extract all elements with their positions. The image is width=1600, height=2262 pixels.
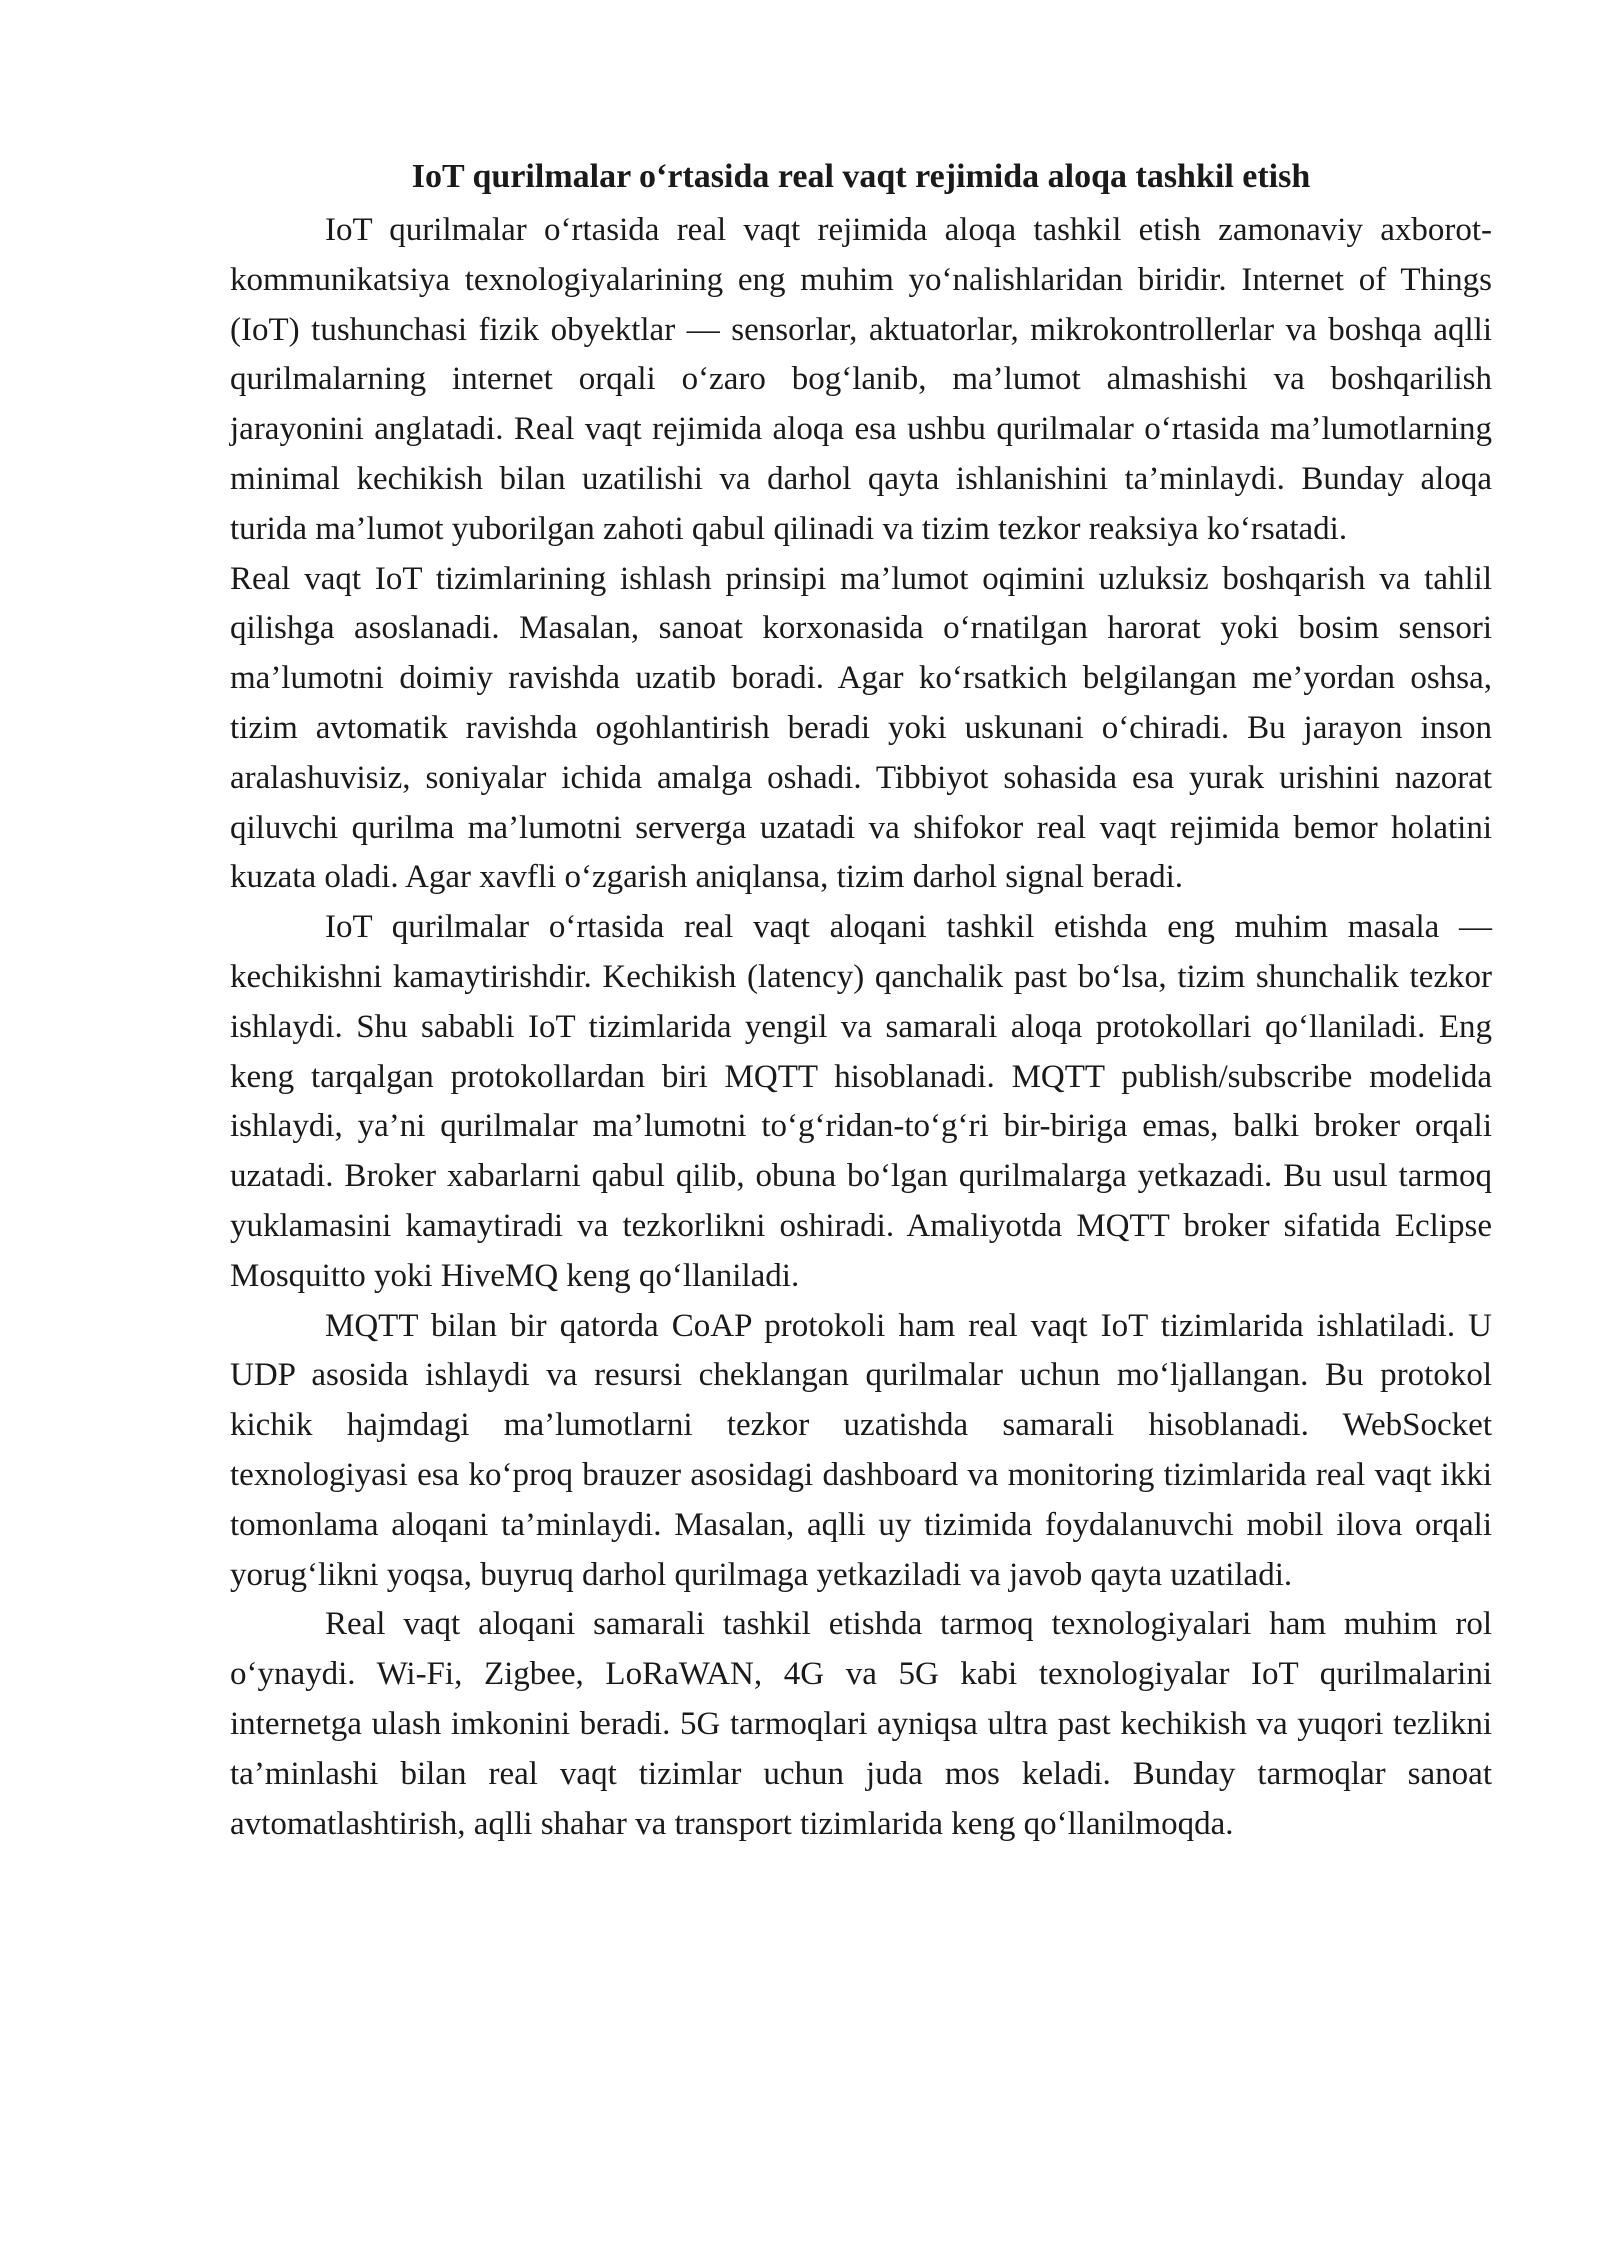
paragraph-latency-mqtt: IoT qurilmalar o‘rtasida real vaqt aloqani tashkil etishda eng muhim masala — kechikishni kamaytirishdir. Kechikish (latency) qanchalik past bo‘lsa, tizim shunchalik tezkor ishlaydi. Shu sababli IoT tizimlarida yengil va samarali aloqa protokollari qo‘llaniladi. Eng keng tarqalgan protokollardan biri MQTT hisoblanadi. MQTT publish/subscribe modelida ishlaydi, ya’ni qurilmalar ma’lumotni to‘g‘ridan-to‘g‘ri bir-biriga emas, balki broker orqali uzatadi. Broker xabarlarni qabul qilib, obuna bo‘lgan qurilmalarga yetkazadi. Bu usul tarmoq yuklamasini kamaytiradi va tezkorlikni oshiradi. Amaliyotda MQTT broker sifatida Eclipse Mosquitto yoki HiveMQ keng qo‘llaniladi. xyxy=(230,909,1492,1294)
paragraph-coap-websocket: MQTT bilan bir qatorda CoAP protokoli ham real vaqt IoT tizimlarida ishlatiladi. U UDP asosida ishlaydi va resursi cheklangan qurilmalar uchun mo‘ljallangan. Bu protokol kichik hajmdagi ma’lumotlarni tezkor uzatishda samarali hisoblanadi. WebSocket texnologiyasi esa ko‘proq brauzer asosidagi dashboard va monitoring tizimlarida real vaqt ikki tomonlama aloqani ta’minlaydi. Masalan, aqlli uy tizimida foydalanuvchi mobil ilova orqali yorug‘likni yoqsa, buyruq darhol qurilmaga yetkaziladi va javob qayta uzatiladi. xyxy=(230,1307,1492,1593)
paragraph-working-principle: Real vaqt IoT tizimlarining ishlash prinsipi ma’lumot oqimini uzluksiz boshqarish va tahlil qilishga asoslanadi. Masalan, sanoat korxonasida o‘rnatilgan harorat yoki bosim sensori ma’lumotni doimiy ravishda uzatib boradi. Agar ko‘rsatkich belgilangan me’yordan oshsa, tizim avtomatik ravishda ogohlantirish beradi yoki uskunani o‘chiradi. Bu jarayon inson aralashuvisiz, soniyalar ichida amalga oshadi. Tibbiyot sohasida esa yurak urishini nazorat qiluvchi qurilma ma’lumotni serverga uzatadi va shifokor real vaqt rejimida bemor holatini kuzata oladi. Agar xavfli o‘zgarish aniqlansa, tizim darhol signal beradi. xyxy=(230,560,1492,896)
paragraph-network-technologies: Real vaqt aloqani samarali tashkil etishda tarmoq texnologiyalari ham muhim rol o‘ynaydi. Wi-Fi, Zigbee, LoRaWAN, 4G va 5G kabi texnologiyalar IoT qurilmalarini internetga ulash imkonini beradi. 5G tarmoqlari ayniqsa ultra past kechikish va yuqori tezlikni ta’minlashi bilan real vaqt tizimlar uchun juda mos keladi. Bunday tarmoqlar sanoat avtomatlashtirish, aqlli shahar va transport tizimlarida keng qo‘llanilmoqda. xyxy=(230,1606,1492,1842)
document-body xyxy=(230,152,1492,1849)
paragraph-intro: IoT qurilmalar o‘rtasida real vaqt rejimida aloqa tashkil etish zamonaviy axborot-kommunikatsiya texnologiyalarining eng muhim yo‘nalishlaridan biridir. Internet of Things (IoT) tushunchasi fizik obyektlar — sensorlar, aktuatorlar, mikrokontrollerlar va boshqa aqlli qurilmalarning internet orqali o‘zaro bog‘lanib, ma’lumot almashishi va boshqarilish jarayonini anglatadi. Real vaqt rejimida aloqa esa ushbu qurilmalar o‘rtasida ma’lumotlarning minimal kechikish bilan uzatilishi va darhol qayta ishlanishini ta’minlaydi. Bunday aloqa turida ma’lumot yuborilgan zahoti qabul qilinadi va tizim tezkor reaksiya ko‘rsatadi. xyxy=(230,212,1492,547)
document-title: IoT qurilmalar o‘rtasida real vaqt rejimida aloqa tashkil etish xyxy=(411,158,1311,195)
